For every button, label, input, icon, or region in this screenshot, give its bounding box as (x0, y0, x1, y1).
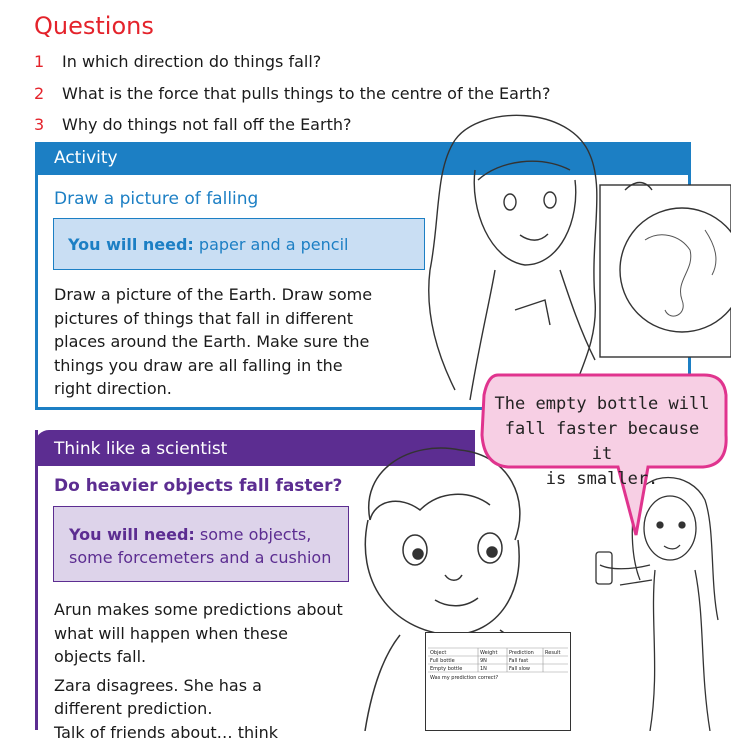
bubble-line: The empty bottle will (492, 392, 712, 417)
think-label: Think like a scientist (54, 439, 227, 459)
activity-line: places around the Earth. Make sure the (54, 330, 372, 354)
table-cell: 1N (480, 666, 487, 672)
table-footer: Was my prediction correct? (430, 675, 498, 681)
table-cell: Full bottle (430, 658, 455, 664)
think-line: Arun makes some predictions about (54, 598, 343, 622)
need-items: paper and a pencil (199, 235, 349, 254)
think-line: Talk of friends about… think (54, 721, 343, 744)
question-item (34, 52, 321, 71)
speech-bubble-text (492, 392, 712, 492)
think-need-text (69, 523, 331, 569)
table-cell: Fall fast (509, 658, 528, 664)
prediction-sheet (425, 632, 575, 731)
think-line: what will happen when these (54, 622, 343, 646)
activity-need-text (68, 235, 348, 254)
think-line: Zara disagrees. She has a (54, 674, 343, 698)
activity-line: things you draw are all falling in the (54, 354, 372, 378)
think-line: objects fall. (54, 645, 343, 669)
think-line: different prediction. (54, 697, 343, 721)
question-text: Why do things not fall off the Earth? (62, 115, 351, 134)
activity-line: Draw a picture of the Earth. Draw some (54, 283, 372, 307)
need-label: You will need: (69, 525, 195, 544)
think-title: Do heavier objects fall faster? (54, 476, 342, 496)
table-cell: Fall slow (509, 666, 530, 672)
activity-line: right direction. (54, 377, 372, 401)
bubble-line: is smaller. (492, 467, 712, 492)
activity-title: Draw a picture of falling (54, 189, 258, 209)
question-number: 2 (34, 84, 62, 103)
activity-label: Activity (54, 148, 118, 168)
table-header: Prediction (509, 650, 534, 656)
table-cell: Empty bottle (430, 666, 462, 672)
table-cell: 9N (480, 658, 487, 664)
table-header: Result (545, 650, 560, 656)
question-text: What is the force that pulls things to the centre of the Earth? (62, 84, 550, 103)
table-header: Weight (480, 650, 497, 656)
girl-with-globe-illustration (420, 100, 731, 410)
activity-instructions (54, 283, 372, 401)
question-item (34, 115, 351, 134)
activity-line: pictures of things that fall in different (54, 307, 372, 331)
need-line: some forcemeters and a cushion (69, 546, 331, 569)
question-text: In which direction do things fall? (62, 52, 321, 71)
think-text (54, 598, 343, 744)
questions-title: Questions (34, 12, 154, 40)
need-line: some objects, (200, 525, 311, 544)
need-label: You will need: (68, 235, 194, 254)
bubble-line: fall faster because it (492, 417, 712, 467)
question-number: 3 (34, 115, 62, 134)
table-header: Object (430, 650, 446, 656)
question-number: 1 (34, 52, 62, 71)
